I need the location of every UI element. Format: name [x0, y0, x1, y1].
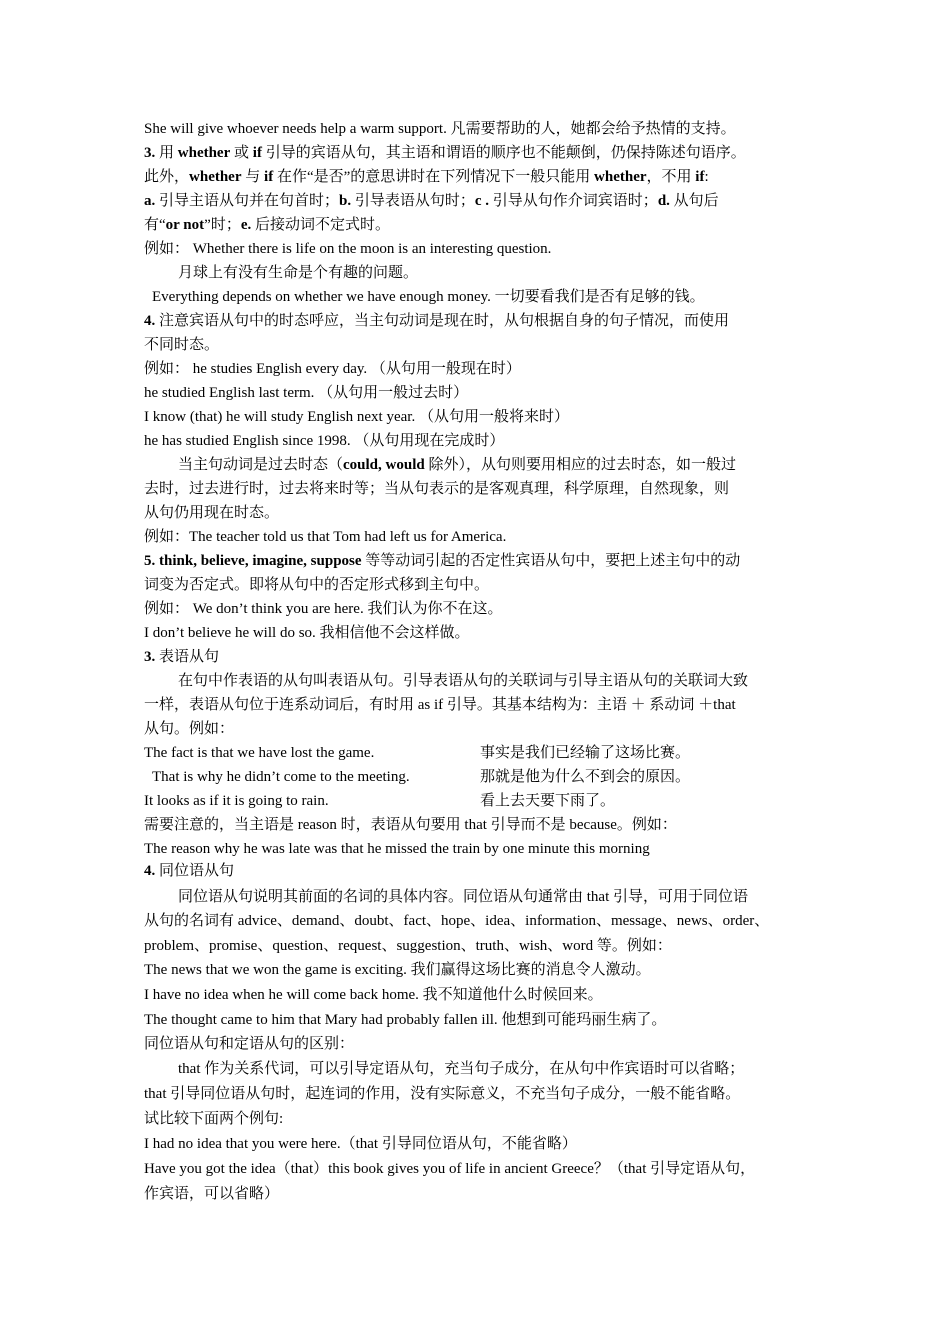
- example-line: 例如：The teacher told us that Tom had left us for America.: [144, 529, 507, 545]
- text-line: problem、promise、question、request、suggestion、truth、wish、word 等。例如：: [144, 938, 672, 954]
- text-line: 不同时态。: [144, 337, 220, 353]
- example-cn: 那就是他为什么不到会的原因。: [480, 769, 691, 785]
- example-line: Have you got the idea（that）this book gives you of life in ancient Greece？（that 引导定语从句，: [144, 1161, 756, 1177]
- example-cn: 看上去天要下雨了。: [480, 793, 616, 809]
- text-line: 在句中作表语的从句叫表语从句。引导表语从句的关联词与引导主语从句的关联词大致: [178, 673, 749, 689]
- example-line: 例如： Whether there is life on the moon is an interesting question.: [144, 241, 552, 257]
- example-en: That is why he didn’t come to the meeting.: [152, 769, 410, 785]
- example-en: It looks as if it is going to rain.: [144, 793, 329, 809]
- text-line: 一样，表语从句位于连系动词后，有时用 as if 引导。其基本结构为：主语 ＋ 系动词 ＋that: [144, 697, 736, 713]
- example-line: 例如： he studies English every day. （从句用一般现在时）: [144, 361, 521, 377]
- text-line: 从句仍用现在时态。: [144, 505, 280, 521]
- text-line: a. 引导主语从句并在句首时；b. 引导表语从句时；c . 引导从句作介词宾语时；d. 从句后: [144, 193, 719, 209]
- text-line: he has studied English since 1998. （从句用现在完成时）: [144, 433, 505, 449]
- text-line: The news that we won the game is exciting. 我们赢得这场比赛的消息令人激动。: [144, 962, 651, 978]
- section-heading: 3. 表语从句: [144, 649, 220, 665]
- text-line: 3. 用 whether 或 if 引导的宾语从句，其主语和谓语的顺序也不能颠倒，仍保持陈述句语序。: [144, 145, 746, 161]
- text-line: 此外，whether 与 if 在作“是否”的意思讲时在下列情况下一般只能用 whether，不用 if:: [144, 169, 709, 185]
- text-line: She will give whoever needs help a warm support. 凡需要帮助的人，她都会给予热情的支持。: [144, 121, 736, 137]
- text-line: he studied English last term. （从句用一般过去时）: [144, 385, 469, 401]
- section-heading: 4. 注意宾语从句中的时态呼应，当主句动词是现在时，从句根据自身的句子情况，而使用: [144, 313, 730, 329]
- text-line: 同位语从句说明其前面的名词的具体内容。同位语从句通常由 that 引导，可用于同位语: [178, 889, 748, 905]
- text-line: Everything depends on whether we have enough money. 一切要看我们是否有足够的钱。: [152, 289, 705, 305]
- example-pair: [152, 766, 814, 788]
- text-line: The reason why he was late was that he missed the train by one minute this morning: [144, 841, 650, 857]
- text-line: 从句。例如：: [144, 721, 235, 737]
- text-line: 需要注意的，当主语是 reason 时，表语从句要用 that 引导而不是 because。例如：: [144, 817, 677, 833]
- section-heading: 5. think, believe, imagine, suppose 等等动词引起的否定性宾语从句中，要把上述主句中的动: [144, 553, 741, 569]
- text-line: 去时，过去进行时，过去将来时等；当从句表示的是客观真理，科学原理，自然现象，则: [144, 481, 730, 497]
- text-line: I don’t believe he will do so. 我相信他不会这样做。: [144, 625, 470, 641]
- text-line: 作宾语，可以省略）: [144, 1186, 280, 1202]
- text-line: that 引导同位语从句时，起连词的作用，没有实际意义，不充当句子成分，一般不能省略。: [144, 1086, 741, 1102]
- text-line: I know (that) he will study English next year. （从句用一般将来时）: [144, 409, 569, 425]
- example-line: I had no idea that you were here.（that 引导同位语从句，不能省略）: [144, 1136, 577, 1152]
- text-line: I have no idea when he will come back home. 我不知道他什么时候回来。: [144, 987, 603, 1003]
- example-line: 例如： We don’t think you are here. 我们认为你不在这。: [144, 601, 503, 617]
- text-line: 试比较下面两个例句:: [144, 1111, 284, 1127]
- text-line: 有“or not”时；e. 后接动词不定式时。: [144, 217, 391, 233]
- example-pair: [144, 790, 814, 812]
- text-line: that 作为关系代词，可以引导定语从句，充当句子成分，在从句中作宾语时可以省略；: [178, 1061, 745, 1077]
- example-pair: [144, 742, 814, 764]
- text-line: 词变为否定式。即将从句中的否定形式移到主句中。: [144, 577, 490, 593]
- example-en: The fact is that we have lost the game.: [144, 745, 375, 761]
- text-line: 从句的名词有 advice、demand、doubt、fact、hope、idea、information、message、news、order、: [144, 913, 770, 929]
- section-heading: 4. 同位语从句: [144, 863, 235, 879]
- text-line: The thought came to him that Mary had probably fallen ill. 他想到可能玛丽生病了。: [144, 1012, 667, 1028]
- example-cn: 事实是我们已经输了这场比赛。: [480, 745, 691, 761]
- text-line: 同位语从句和定语从句的区别：: [144, 1036, 355, 1052]
- text-line: 当主句动词是过去时态（could, would 除外），从句则要用相应的过去时态，如一般过: [178, 457, 736, 473]
- text-line: 月球上有没有生命是个有趣的问题。: [178, 265, 419, 281]
